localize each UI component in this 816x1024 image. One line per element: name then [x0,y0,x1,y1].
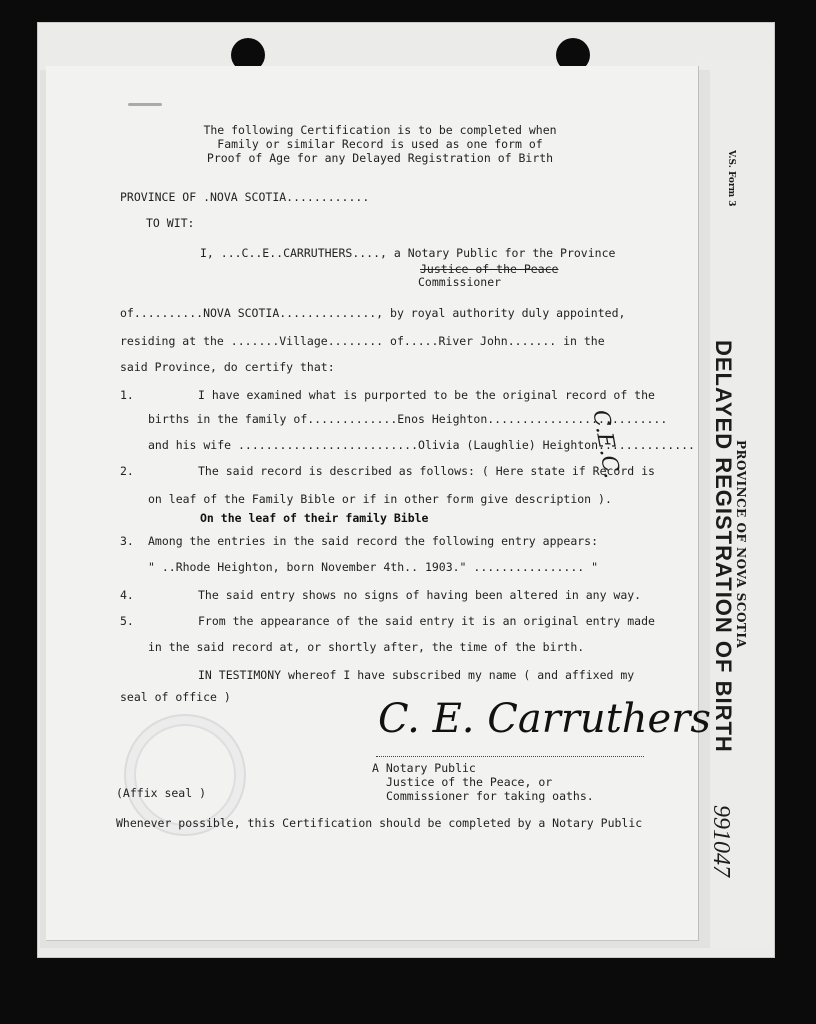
of-line: of..........NOVA SCOTIA.............., by royal authority duly appointed, [120,306,626,320]
item-1-line-1: I have examined what is purported to be the original record of the [198,388,655,402]
item-4-number: 4. [120,588,134,602]
affix-seal-label: (Affix seal ) [116,786,207,800]
notary-signature: C. E. Carruthers [378,696,711,742]
item-1-number: 1. [120,388,134,402]
header-line-3: Proof of Age for any Delayed Registration of Birth [206,151,554,165]
said-province-line: said Province, do certify that: [120,360,335,374]
province-line: PROVINCE OF .NOVA SCOTIA............ [120,190,370,204]
struck-justice-line: Justice of the Peace, or [386,775,553,789]
testimony-line-2: seal of office ) [120,690,231,704]
item-1-line-2: births in the family of.............Enos Heighton.......................... [148,412,668,426]
item-4-line-1: The said entry shows no signs of having been altered in any way. [198,588,642,602]
header-line-1: The following Certification is to be completed when [203,123,557,137]
signature-line [376,756,644,757]
item-2-line-2: on leaf of the Family Bible or if in other form give description ). [148,492,612,506]
item-5-line-1: From the appearance of the said entry it is an original entry made [198,614,655,628]
item-2-answer: On the leaf of their family Bible [200,511,429,525]
commissioner-oaths-label: Commissioner for taking oaths. [386,789,594,803]
commissioner-label: Commissioner [418,275,502,289]
staple-mark [128,103,162,106]
notary-public-label: A Notary Public [372,761,476,775]
to-wit-label: TO WIT: [146,216,195,230]
header-line-2: Family or similar Record is used as one form of [217,137,543,151]
footer-note: Whenever possible, this Certification should be completed by a Notary Public [116,816,643,830]
item-1-line-3: and his wife ..........................Olivia (Laughlie) Heighton.............. [148,438,695,452]
item-2-number: 2. [120,464,134,478]
item-3-line-2: " ..Rhode Heighton, born November 4th.. 1903." ................ " [148,560,599,574]
handwritten-registration-number: 991047 [708,805,734,877]
document-title: DELAYED REGISTRATION OF BIRTH [711,340,736,753]
item-3-line-1: Among the entries in the said record the following entry appears: [148,534,599,548]
item-2-line-1: The said record is described as follows: ( Here state if Record is [198,464,655,478]
testimony-line-1: IN TESTIMONY whereof I have subscribed my name ( and affixed my [198,668,635,682]
item-3-number: 3. [120,534,134,548]
struck-title: Justice of the Peace [420,262,559,276]
handwritten-initials: C.E.C. [587,408,625,481]
form-number-label: V.S. Form 3 [726,150,736,207]
residing-line: residing at the .......Village........ of.....River John....... in the [120,334,605,348]
notary-line: I, ...C..E..CARRUTHERS...., a Notary Public for the Province [200,246,616,260]
item-5-number: 5. [120,614,134,628]
item-5-line-2: in the said record at, or shortly after, the time of the birth. [148,640,585,654]
province-vertical-label: PROVINCE OF NOVA SCOTIA [734,440,748,649]
